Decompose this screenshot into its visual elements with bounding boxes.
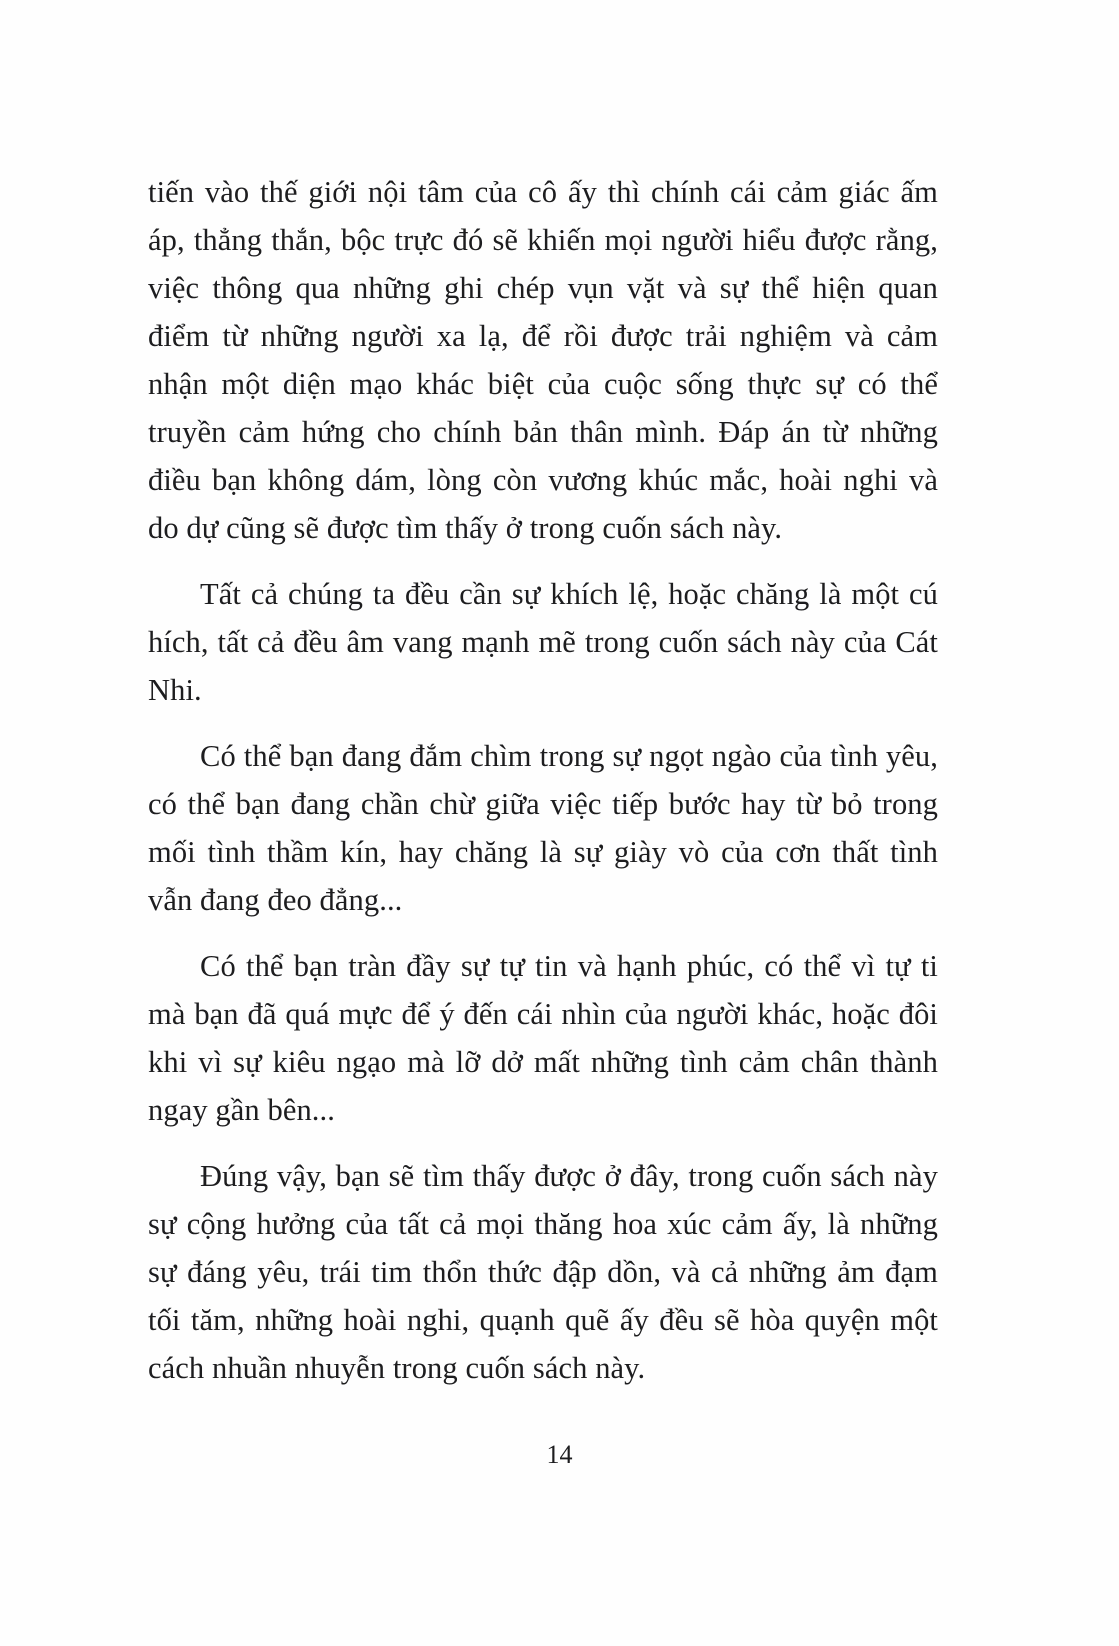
paragraph-3: Có thể bạn đang đắm chìm trong sự ngọt ngào của tình yêu, có thể bạn đang chần chừ giữa việc tiếp bước hay từ bỏ trong mối tình thầm kín, hay chăng là sự giày vò của cơn thất tình vẫn đang đeo đẳng... [148, 739, 938, 917]
page-body-text [148, 168, 938, 1410]
paragraph-2: Tất cả chúng ta đều cần sự khích lệ, hoặc chăng là một cú hích, tất cả đều âm vang mạnh mẽ trong cuốn sách này của Cát Nhi. [148, 577, 938, 707]
paragraph-4: Có thể bạn tràn đầy sự tự tin và hạnh phúc, có thể vì tự ti mà bạn đã quá mực để ý đến cái nhìn của người khác, hoặc đôi khi vì sự kiêu ngạo mà lỡ dở mất những tình cảm chân thành ngay gần bên... [148, 949, 938, 1127]
paragraph-1: tiến vào thế giới nội tâm của cô ấy thì chính cái cảm giác ấm áp, thẳng thắn, bộc trực đó sẽ khiến mọi người hiểu được rằng, việc thông qua những ghi chép vụn vặt và sự thể hiện quan điểm từ những người xa lạ, để rồi được trải nghiệm và cảm nhận một diện mạo khác biệt của cuộc sống thực sự có thể truyền cảm hứng cho chính bản thân mình. Đáp án từ những điều bạn không dám, lòng còn vương khúc mắc, hoài nghi và do dự cũng sẽ được tìm thấy ở trong cuốn sách này. [148, 175, 938, 545]
paragraph-5: Đúng vậy, bạn sẽ tìm thấy được ở đây, trong cuốn sách này sự cộng hưởng của tất cả mọi thăng hoa xúc cảm ấy, là những sự đáng yêu, trái tim thổn thức đập dồn, và cả những ảm đạm tối tăm, những hoài nghi, quạnh quẽ ấy đều sẽ hòa quyện một cách nhuần nhuyễn trong cuốn sách này. [148, 1159, 938, 1385]
page-number: 14 [546, 1440, 573, 1469]
